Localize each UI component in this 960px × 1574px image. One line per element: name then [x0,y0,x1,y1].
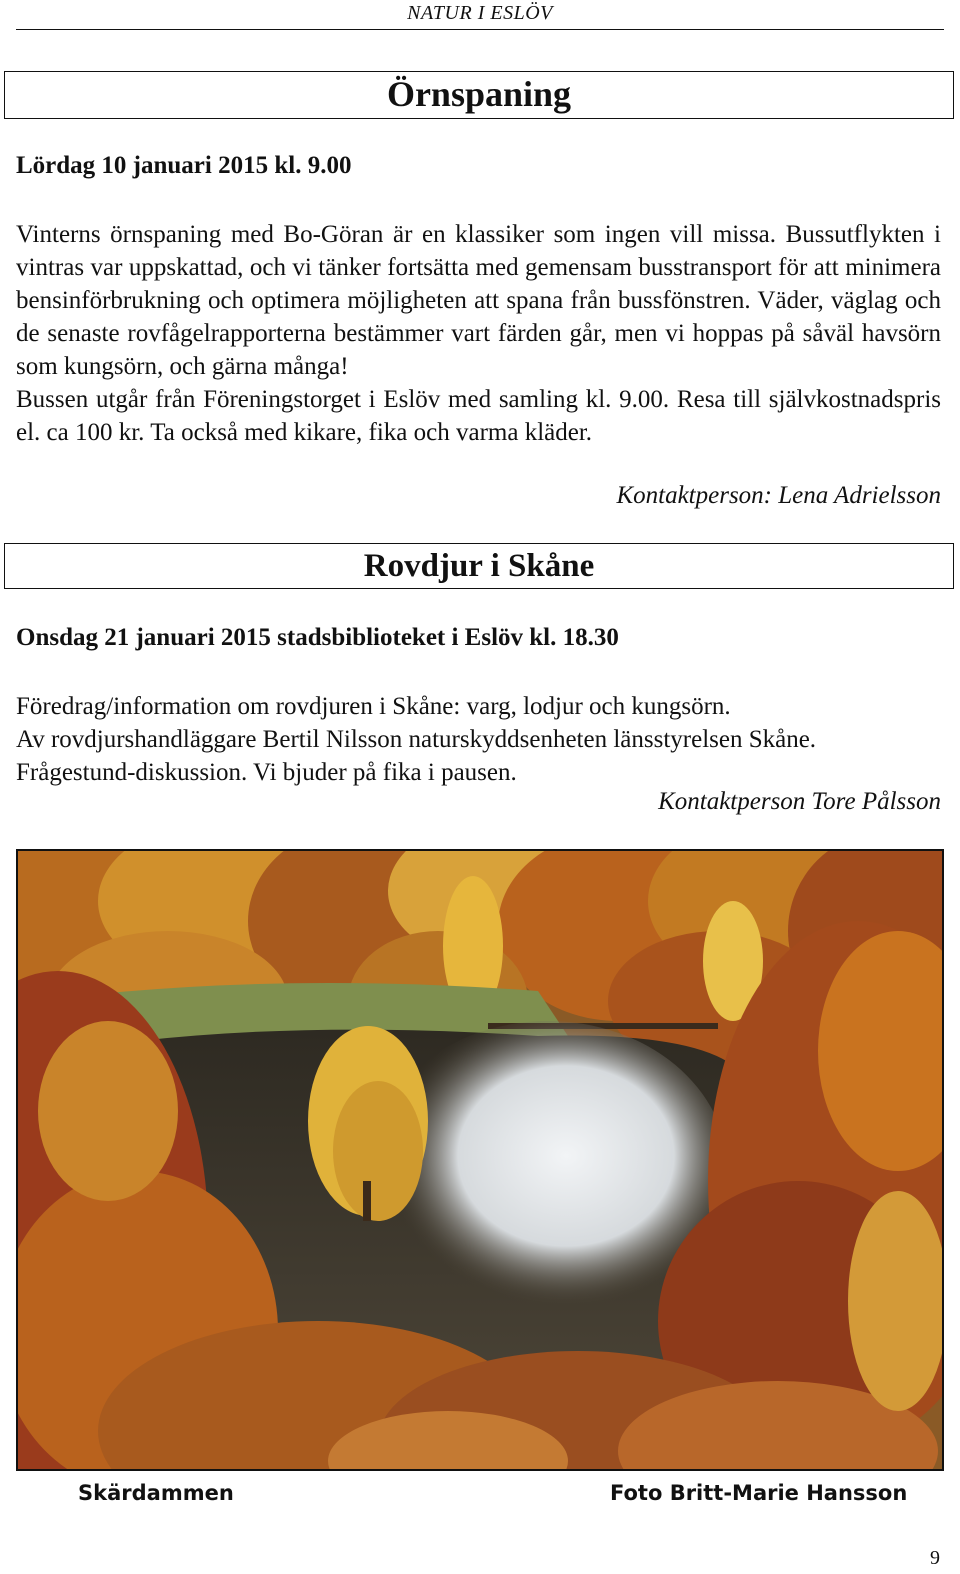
autumn-lake-photo [16,849,944,1471]
event-title: Örnspaning [386,74,572,114]
event-description [16,218,941,449]
event-date: Lördag 10 januari 2015 kl. 9.00 [16,152,352,179]
contact-person: Kontaktperson: Lena Adrielsson [616,482,941,509]
event-date: Onsdag 21 januari 2015 stadsbiblioteket i Eslöv kl. 18.30 [16,624,619,651]
paragraph: Av rovdjurshandläggare Bertil Nilsson naturskyddsenheten länsstyrelsen Skåne. [16,726,817,753]
paragraph: Vinterns örnspaning med Bo-Göran är en klassiker som ingen vill missa. Bussutflykten i vintras var uppskattad, och vi tänker fortsätta med gemensam busstransport för att minimera bensinförbrukning och optimera möjligheten att spana från bussfönstren. Väder, väglag och de senaste rovfågelrapporterna bestämmer vart färden går, men vi hoppas på såväl havsörn som kungsörn, och gärna många! [16,221,941,380]
photo-illustration [18,851,942,1469]
event-title-box-ornspaning [4,71,954,119]
paragraph: Bussen utgår från Föreningstorget i Eslöv med samling kl. 9.00. Resa till självkostnadspris el. ca 100 kr. Ta också med kikare, fika och varma kläder. [16,386,941,446]
event-title-box-rovdjur [4,543,954,589]
header-rule [16,29,944,30]
photo-caption-credit: Foto Britt-Marie Hansson [610,1481,908,1505]
event-description [16,690,941,789]
contact-person: Kontaktperson Tore Pålsson [658,788,941,815]
photo-caption-location: Skärdammen [78,1481,234,1505]
paragraph: Föredrag/information om rovdjuren i Skåne: varg, lodjur och kungsörn. [16,693,731,720]
event-title: Rovdjur i Skåne [363,548,595,584]
running-header: NATUR I ESLÖV [407,2,553,24]
page-number: 9 [930,1547,940,1569]
paragraph: Frågestund-diskussion. Vi bjuder på fika i pausen. [16,759,517,786]
